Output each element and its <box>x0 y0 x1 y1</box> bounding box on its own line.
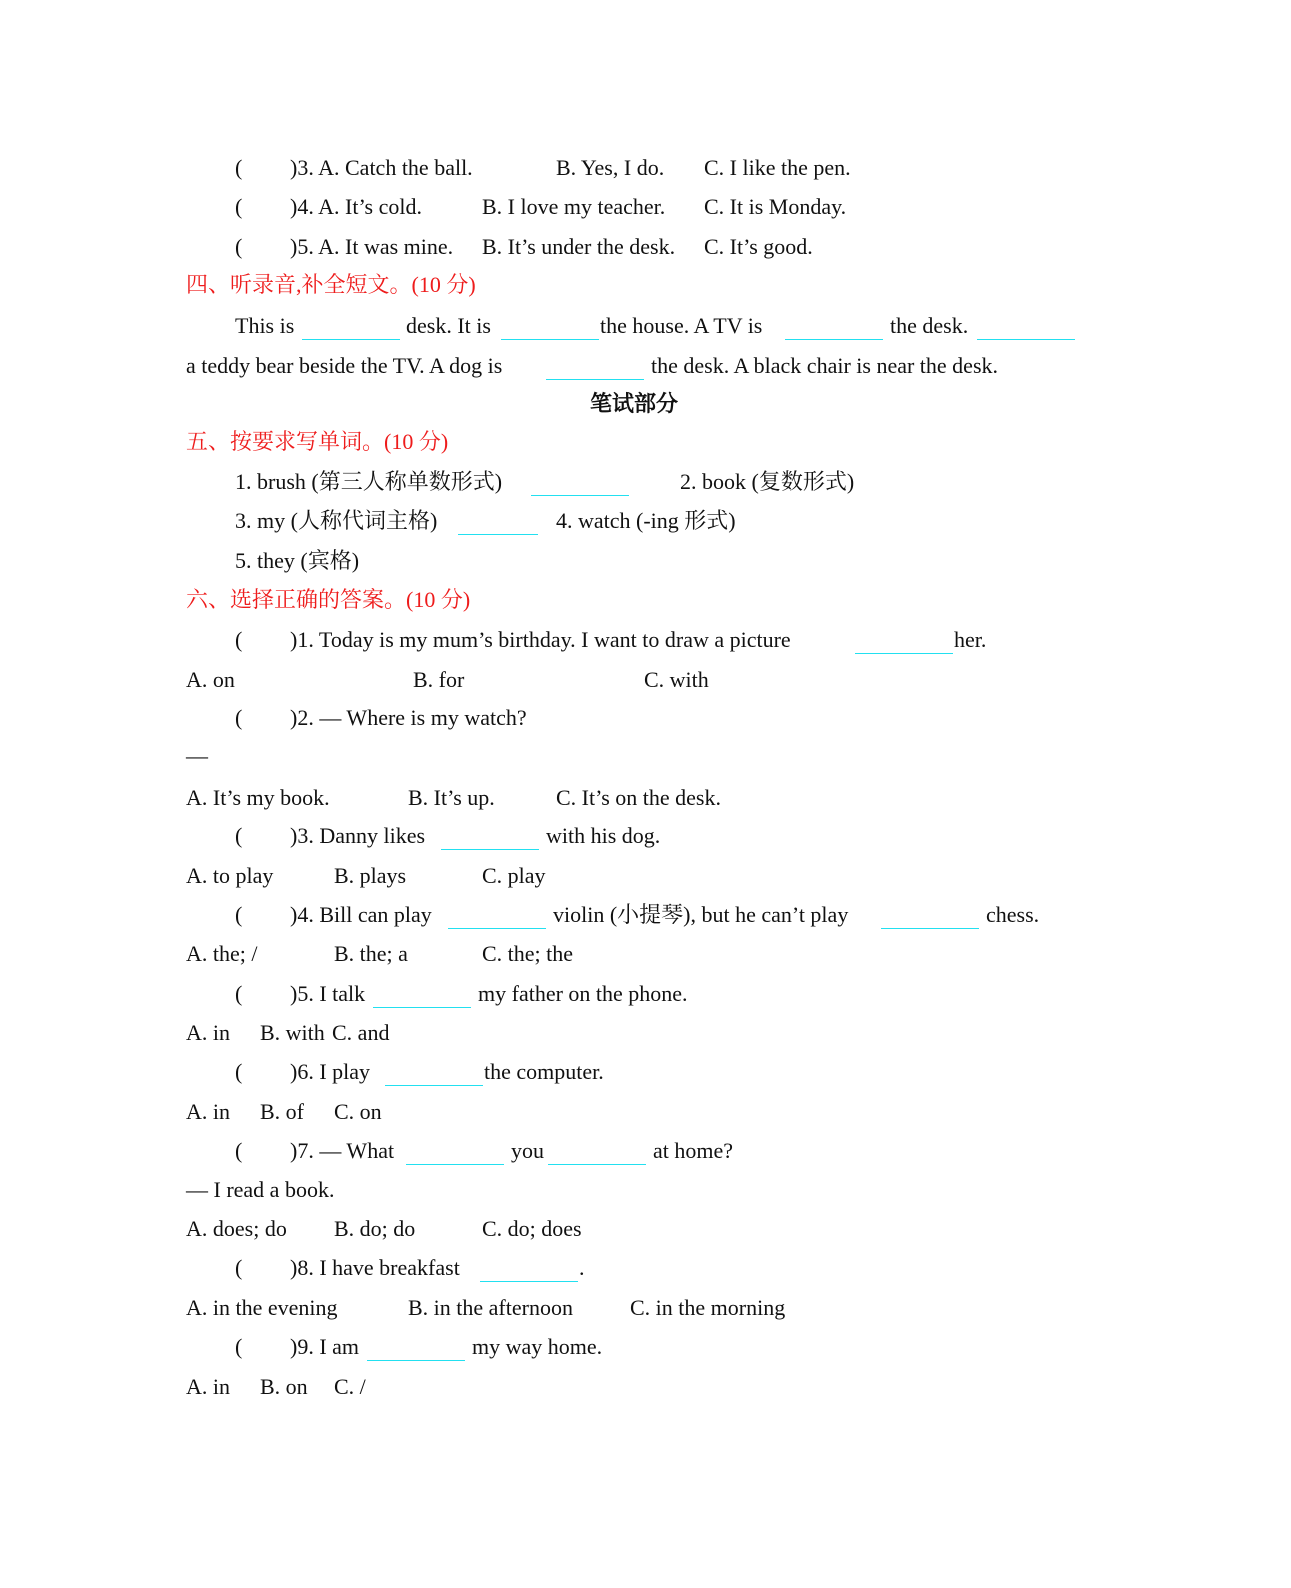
answer-blank[interactable] <box>367 1333 465 1361</box>
answer-option: B. in the afternoon <box>408 1295 573 1320</box>
answer-blank[interactable] <box>302 312 400 340</box>
question-text: )4. A. It’s cold. <box>290 194 422 219</box>
answer-blank[interactable] <box>448 901 546 929</box>
answer-option: C. It’s on the desk. <box>556 785 721 810</box>
answer-blank[interactable] <box>546 352 644 380</box>
answer-option: C. with <box>644 667 709 692</box>
answer-blank[interactable] <box>406 1137 504 1165</box>
question-text: )3. A. Catch the ball. <box>290 155 473 180</box>
answer-paren: ( <box>235 1334 243 1359</box>
answer-blank[interactable] <box>531 468 629 496</box>
question-text: )5. A. It was mine. <box>290 234 454 259</box>
answer-option: A. in <box>186 1020 230 1045</box>
answer-blank[interactable] <box>480 1254 578 1282</box>
question-text: )8. I have breakfast <box>290 1255 460 1280</box>
question-text: )9. I am <box>290 1334 360 1359</box>
answer-option: C. play <box>482 863 546 888</box>
question-text: B. I love my teacher. <box>482 194 666 219</box>
question-text: 5. they (宾格) <box>235 548 360 573</box>
question-text: )3. Danny likes <box>290 823 426 848</box>
question-text: C. I like the pen. <box>704 155 851 180</box>
question-text: my way home. <box>472 1334 603 1359</box>
answer-option: C. and <box>332 1020 390 1045</box>
answer-option: C. / <box>334 1374 366 1399</box>
answer-paren: ( <box>235 234 243 259</box>
question-text: )7. — What <box>290 1138 395 1163</box>
answer-option: B. the; a <box>334 941 408 966</box>
question-text: 4. watch (-ing 形式) <box>556 508 736 533</box>
answer-paren: ( <box>235 627 243 652</box>
answer-paren: ( <box>235 902 243 927</box>
question-text: 1. brush (第三人称单数形式) <box>235 469 503 494</box>
part-title: 笔试部分 <box>590 391 679 416</box>
answer-blank[interactable] <box>501 312 599 340</box>
question-text: at home? <box>653 1138 734 1163</box>
question-text: This is <box>235 313 295 338</box>
question-text: . <box>579 1255 585 1280</box>
answer-option: A. does; do <box>186 1216 287 1241</box>
answer-option: B. for <box>413 667 465 692</box>
answer-option: C. in the morning <box>630 1295 786 1320</box>
question-text: desk. It is <box>406 313 491 338</box>
answer-option: B. It’s up. <box>408 785 495 810</box>
answer-option: A. on <box>186 667 235 692</box>
question-text: C. It is Monday. <box>704 194 847 219</box>
answer-option: A. in <box>186 1099 230 1124</box>
answer-paren: ( <box>235 1059 243 1084</box>
answer-option: C. on <box>334 1099 382 1124</box>
answer-blank[interactable] <box>548 1137 646 1165</box>
answer-option: A. It’s my book. <box>186 785 330 810</box>
answer-option: A. to play <box>186 863 274 888</box>
question-text: )6. I play <box>290 1059 371 1084</box>
section-heading: 四、听录音,补全短文。(10 分) <box>186 272 476 297</box>
answer-blank[interactable] <box>855 626 953 654</box>
answer-paren: ( <box>235 194 243 219</box>
question-text: the desk. <box>890 313 969 338</box>
question-text: my father on the phone. <box>478 981 688 1006</box>
section-heading: 六、选择正确的答案。(10 分) <box>186 587 471 612</box>
answer-blank[interactable] <box>385 1058 483 1086</box>
question-text: violin (小提琴), but he can’t play <box>553 902 849 927</box>
question-text: — I read a book. <box>186 1177 335 1202</box>
answer-blank[interactable] <box>458 507 538 535</box>
question-text: a teddy bear beside the TV. A dog is <box>186 353 503 378</box>
question-text: 3. my (人称代词主格) <box>235 508 438 533</box>
answer-option: A. in the evening <box>186 1295 338 1320</box>
answer-paren: ( <box>235 1255 243 1280</box>
question-text: the house. A TV is <box>600 313 763 338</box>
answer-blank[interactable] <box>977 312 1075 340</box>
question-text: chess. <box>986 902 1040 927</box>
question-text: )2. — Where is my watch? <box>290 705 527 730</box>
question-text: B. Yes, I do. <box>556 155 665 180</box>
answer-option: B. of <box>260 1099 304 1124</box>
question-text: her. <box>954 627 987 652</box>
answer-paren: ( <box>235 823 243 848</box>
answer-blank[interactable] <box>785 312 883 340</box>
answer-blank[interactable] <box>881 901 979 929</box>
answer-paren: ( <box>235 155 243 180</box>
answer-option: A. the; / <box>186 941 258 966</box>
answer-option: A. in <box>186 1374 230 1399</box>
answer-option: B. plays <box>334 863 407 888</box>
answer-option: B. on <box>260 1374 308 1399</box>
section-heading: 五、按要求写单词。(10 分) <box>186 429 449 454</box>
question-text: the desk. A black chair is near the desk. <box>651 353 999 378</box>
answer-blank[interactable] <box>373 980 471 1008</box>
question-text: B. It’s under the desk. <box>482 234 676 259</box>
question-text: you <box>511 1138 544 1163</box>
question-text: )1. Today is my mum’s birthday. I want to draw a picture <box>290 627 791 652</box>
answer-paren: ( <box>235 981 243 1006</box>
question-text: )5. I talk <box>290 981 366 1006</box>
question-text: the computer. <box>484 1059 604 1084</box>
answer-blank[interactable] <box>441 822 539 850</box>
answer-paren: ( <box>235 705 243 730</box>
answer-option: C. the; the <box>482 941 574 966</box>
question-text: with his dog. <box>546 823 661 848</box>
question-text: — <box>186 743 208 768</box>
answer-option: B. do; do <box>334 1216 416 1241</box>
question-text: )4. Bill can play <box>290 902 432 927</box>
question-text: C. It’s good. <box>704 234 813 259</box>
answer-option: C. do; does <box>482 1216 582 1241</box>
answer-option: B. with <box>260 1020 325 1045</box>
question-text: 2. book (复数形式) <box>680 469 855 494</box>
answer-paren: ( <box>235 1138 243 1163</box>
